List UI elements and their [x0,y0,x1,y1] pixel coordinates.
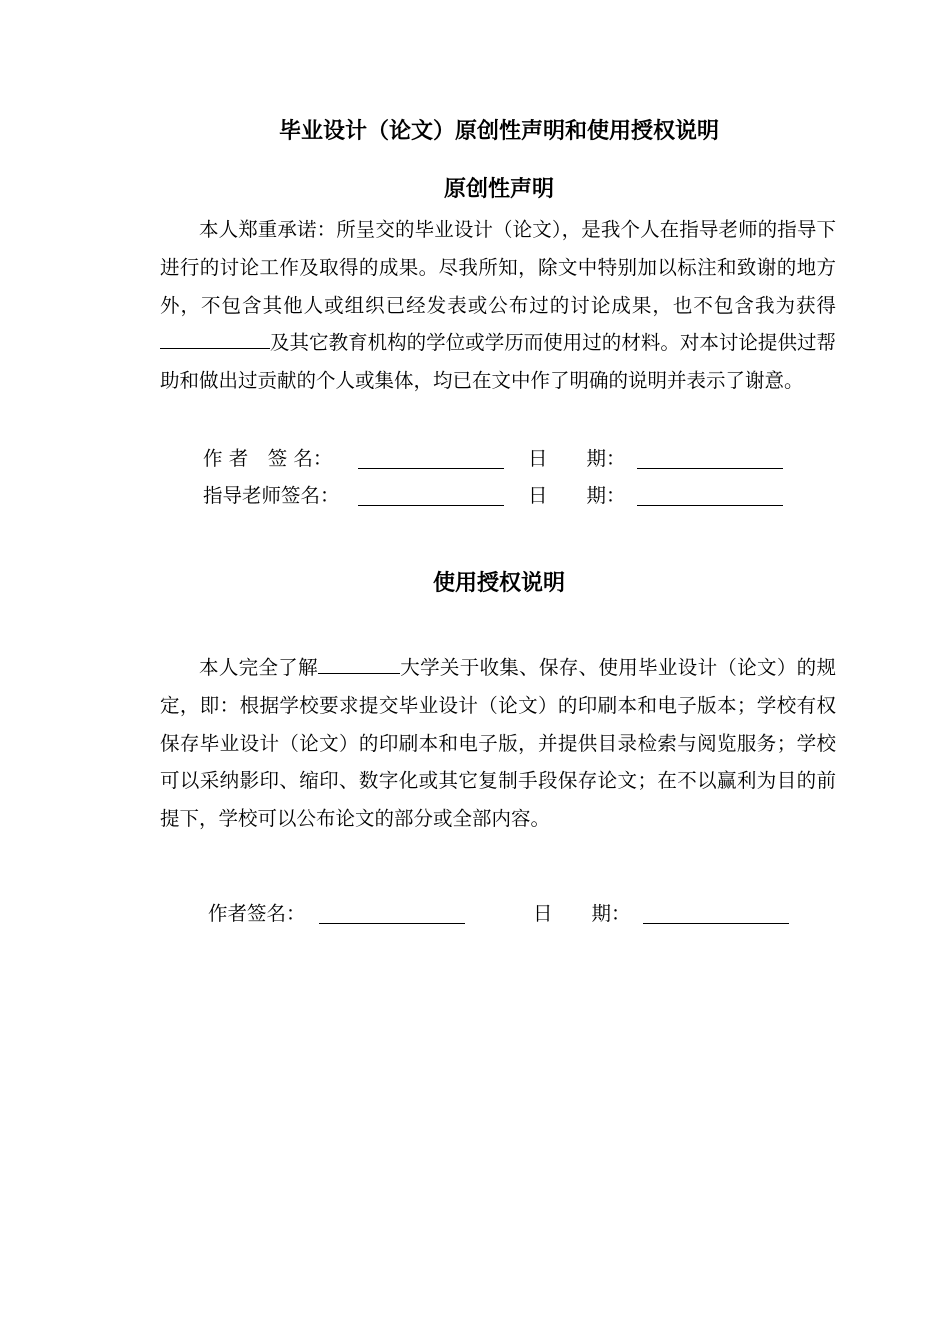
author-date-label: 日 期： [528,447,626,470]
authorization-text-part1: 本人完全了解 [199,656,318,679]
author-signature-line [358,468,504,469]
authorization-paragraph [160,649,836,838]
originality-text-part1: 本人郑重承诺：所呈交的毕业设计（论文），是我个人在指导老师的指导下进行的讨论工作及取得的成果。尽我所知，除文中特别加以标注和致谢的地方外，不包含其他人或组织已经发表或公布过的讨论成果，也不包含我为获得 [160,218,836,317]
degree-blank-field [160,329,270,350]
page-title: 毕业设计（论文）原创性声明和使用授权说明 [278,119,719,144]
authorization-date-line [643,923,789,924]
advisor-date-line [637,505,783,506]
authorization-text-part2: 大学关于收集、保存、使用毕业设计（论文）的规定，即：根据学校要求提交毕业设计（论文）的印刷本和电子版本；学校有权保存毕业设计（论文）的印刷本和电子版，并提供目录检索与阅览服务；学校可以采纳影印、缩印、数字化或其它复制手段保存论文；在不以赢利为目的前提下，学校可以公布论文的部分或全部内容。 [160,656,836,831]
authorization-section-title: 使用授权说明 [432,571,565,596]
advisor-signature-line [358,505,504,506]
originality-statement-paragraph [160,211,836,400]
originality-section-title: 原创性声明 [443,177,554,202]
authorization-author-line [319,923,465,924]
advisor-signature-row [0,481,950,511]
author-signature-row [0,444,950,474]
author-date-line [637,468,783,469]
advisor-date-label: 日 期： [528,484,626,507]
university-blank-field [318,654,400,675]
author-signature-label: 作 者 签 名： [203,447,333,470]
authorization-signature-row [0,899,950,929]
originality-text-part2: 及其它教育机构的学位或学历而使用过的材料。对本讨论提供过帮助和做出过贡献的个人或集体，均已在文中作了明确的说明并表示了谢意。 [160,331,836,393]
authorization-date-label: 日 期： [533,902,631,925]
advisor-signature-label: 指导老师签名： [203,484,340,507]
authorization-author-label: 作者签名： [208,902,306,925]
